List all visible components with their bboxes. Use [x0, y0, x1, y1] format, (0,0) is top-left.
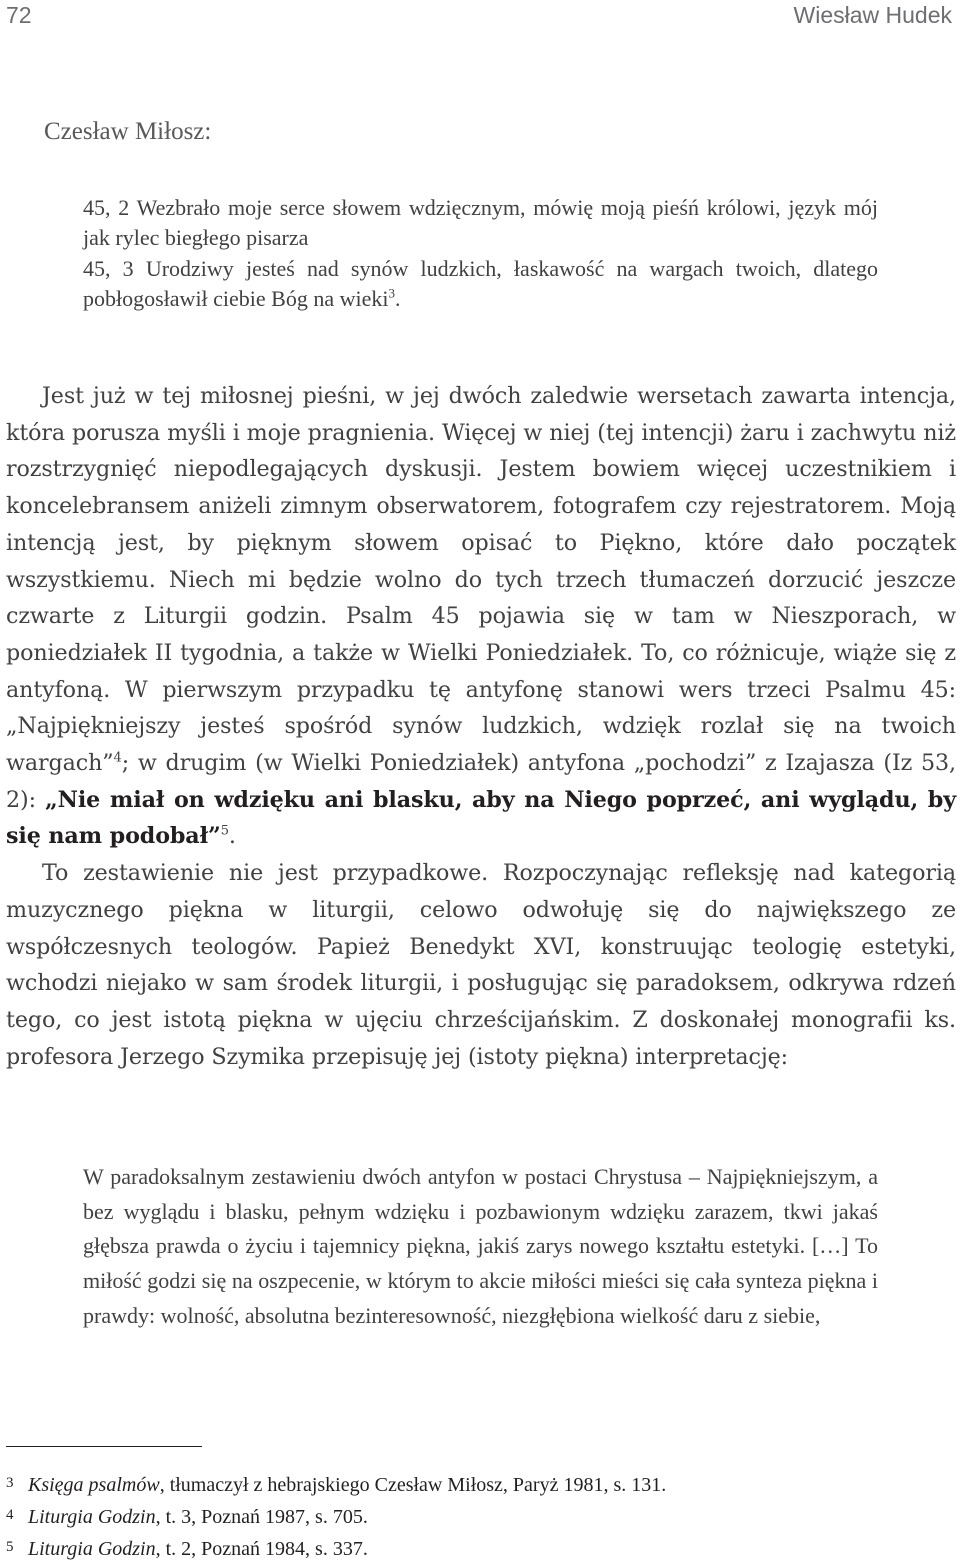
footnote-ref-5[interactable]: 5: [220, 824, 229, 840]
verse-45-3-text: 45, 3 Urodziwy jesteś nad synów ludzkich, łaskawość na wargach twoich, dlatego pobłogosławił ciebie Bóg na wieki: [83, 255, 878, 312]
footnote-title: Księga psalmów: [28, 1474, 160, 1496]
running-head-author: Wiesław Hudek: [793, 2, 952, 28]
footnote-separator: [6, 1446, 202, 1447]
paragraph-1-mid: ; w drugim (w Wielki Poniedziałek) antyfona „pochodzi” z Izajasza (Iz 53, 2):: [6, 750, 956, 813]
footnote-3: [6, 1468, 906, 1500]
paragraph-1-bold-quote: „Nie miał on wdzięku ani blasku, aby na Niego poprzeć, ani wyglądu, by się nam podobał”: [6, 786, 956, 850]
verse-45-2: 45, 2 Wezbrało moje serce słowem wdzięcznym, mówię moją pieśń królowi, język mój jak rylec biegłego pisarza: [83, 195, 878, 251]
page-header: [0, 0, 960, 40]
footnote-ref-4[interactable]: 4: [113, 750, 122, 766]
footnote-title: Liturgia Godzin: [28, 1538, 156, 1560]
footnote-text: , tłumaczył z hebrajskiego Czesław Miłosz, Paryż 1981, s. 131.: [159, 1474, 667, 1496]
footnote-text: , t. 2, Poznań 1984, s. 337.: [155, 1538, 368, 1560]
footnote-number: 4: [6, 1507, 14, 1523]
footnote-5: [6, 1532, 906, 1564]
footnote-ref-3[interactable]: 3: [388, 285, 395, 301]
verse-end-punct: .: [395, 286, 401, 312]
main-body-text: [6, 378, 956, 1075]
footnote-number: 3: [6, 1475, 14, 1491]
page-number: 72: [6, 2, 32, 28]
translator-heading: Czesław Miłosz:: [44, 118, 212, 145]
body-paragraph-2: To zestawienie nie jest przypadkowe. Rozpoczynając refleksję nad kategorią muzycznego piękna w liturgii, celowo odwołuję się do największego ze współczesnych teologów. Papież Benedykt XVI, konstruując teologię estetyki, wchodzi niejako w sam środek liturgii, i posługując się paradoksem, odkrywa rdzeń tego, co jest istotą piękna w ujęciu chrześcijańskim. Z doskonałej monografii ks. profesora Jerzego Szymika przepisuję jej (istoty piękna) interpretację:: [6, 860, 956, 1070]
footnote-text: , t. 3, Poznań 1987, s. 705.: [155, 1506, 368, 1528]
footnote-4: [6, 1500, 906, 1532]
footnote-title: Liturgia Godzin: [28, 1506, 156, 1528]
quotation-text: W paradoksalnym zestawieniu dwóch antyfon w postaci Chrystusa – Najpiękniejszym, a bez wyglądu i blasku, pełnym wdzięku i pozbawionym wdzięku zarazem, tkwi jakaś głębsza prawda o życiu i tajemnicy piękna, jakiś zarys nowego kształtu estetyki. […] To miłość godzi się na oszpecenie, w którym to akcie miłości mieści się cała synteza piękna i prawdy: wolność, absolutna bezinteresowność, niezgłębiona wielkość daru z siebie,: [83, 1164, 878, 1328]
paragraph-1-end: .: [228, 823, 236, 850]
psalm-verse-block: [83, 193, 878, 315]
body-paragraph-1: [6, 378, 956, 855]
footnotes-section: [6, 1468, 906, 1564]
footnote-number: 5: [6, 1539, 14, 1555]
paragraph-1-text: Jest już w tej miłosnej pieśni, w jej dwóch zaledwie wersetach zawarta intencja, która porusza myśli i moje pragnienia. Więcej w niej (tej intencji) żaru i zachwytu niż rozstrzygnięć niepodlegających dyskusji. Jestem bowiem więcej uczestnikiem i koncelebransem aniżeli zimnym obserwatorem, fotografem czy rejestratorem. Moją intencją jest, by pięknym słowem opisać to Piękno, które dało początek wszystkiemu. Niech mi będzie wolno do tych trzech tłumaczeń dorzucić jeszcze czwarte z Liturgii godzin. Psalm 45 pojawia się w tam w Nieszporach, w poniedziałek II tygodnia, a także w Wielki Poniedziałek. To, co różnicuje, wiąże się z antyfoną. W pierwszym przypadku tę antyfonę stanowi wers trzeci Psalmu 45: „Najpiękniejszy jesteś spośród synów ludzkich, wdzięk rozlał się na twoich wargach”: [6, 383, 956, 777]
block-quotation: [83, 1160, 878, 1334]
verse-45-3: [83, 254, 878, 315]
